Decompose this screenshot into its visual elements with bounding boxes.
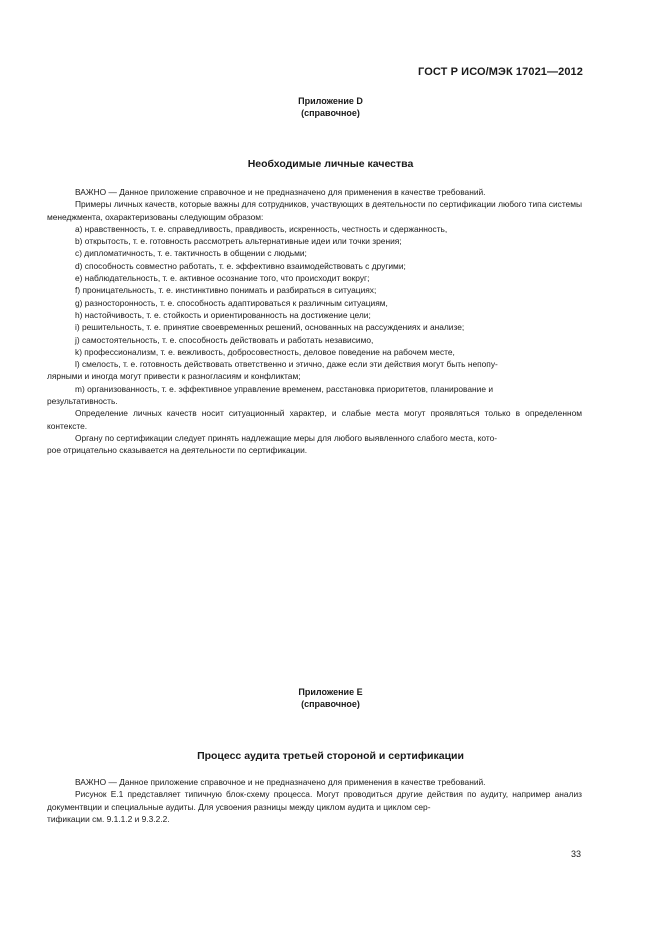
- annex-d-intro: Примеры личных качеств, которые важны для сотрудников, участвующих в деятельности по сертификации любого типа системы менеджмента, охарактеризованы следующим образом:: [47, 199, 582, 222]
- list-item-h: h) настойчивость, т. е. стойкость и ориентированность на достижение цели;: [75, 309, 371, 320]
- list-item-l-continuation: лярными и иногда могут привести к разногласиям и конфликтам;: [47, 371, 301, 382]
- annex-d-body-paragraph-continuation: рое отрицательно сказывается на деятельности по сертификации.: [47, 445, 308, 456]
- annex-d-important-note: ВАЖНО — Данное приложение справочное и не предназначено для применения в качестве требований.: [75, 187, 486, 197]
- annex-d-label: Приложение D: [298, 96, 363, 106]
- annex-d-heading: [0, 95, 661, 119]
- annex-e-body: [47, 776, 582, 825]
- annex-e-type: (справочное): [301, 699, 360, 709]
- annex-d-situational-paragraph: Определение личных качеств носит ситуационный характер, и слабые места могут проявляться только в определенном контексте.: [47, 408, 582, 431]
- annex-d-body: [47, 186, 582, 457]
- annex-e-important-note: ВАЖНО — Данное приложение справочное и не предназначено для применения в качестве требований.: [75, 777, 486, 787]
- annex-d-title: Необходимые личные качества: [247, 158, 414, 170]
- list-item-b: b) открытость, т. е. готовность рассмотреть альтернативные идеи или точки зрения;: [75, 236, 402, 247]
- list-item-k: k) профессионализм, т. е. вежливость, добросовестность, деловое поведение на рабочем месте,: [75, 346, 455, 357]
- annex-e-paragraph: Рисунок Е.1 представляет типичную блок-схему процесса. Могут проводиться другие действия по аудиту, например анализ документвции и специальные аудиты. Для усвоения разницы между циклом аудита и циклом сер-: [47, 789, 582, 812]
- list-item-m: m) организованность, т. е. эффективное управление временем, расстановка приоритетов, планирование и: [75, 383, 493, 394]
- annex-d-type: (справочное): [301, 108, 360, 118]
- list-item-l: l) смелость, т. е. готовность действовать ответственно и этично, даже если эти действия могут быть непопу-: [75, 359, 498, 370]
- page-number: 33: [570, 849, 581, 859]
- list-item-e: e) наблюдательность, т. е. активное осознание того, что происходит вокруг;: [75, 273, 370, 284]
- document-header: ГОСТ Р ИСО/МЭК 17021—2012: [418, 66, 583, 78]
- list-item-c: c) дипломатичность, т. е. тактичность в общении с людьми;: [75, 248, 307, 259]
- annex-e-label: Приложение Е: [298, 687, 363, 697]
- list-item-i: i) решительность, т. е. принятие своевременных решений, основанных на рассуждениях и анализе;: [75, 322, 465, 333]
- list-item-m-continuation: результативность.: [47, 396, 118, 407]
- list-item-a: a) нравственность, т. е. справедливость, правдивость, искренность, честность и сдержанность,: [75, 223, 448, 234]
- annex-d-body-paragraph: Органу по сертификации следует принять надлежащие меры для любого выявленного слабого места, кото-: [75, 432, 498, 443]
- list-item-f: f) проницательность, т. е. инстинктивно понимать и разбираться в ситуациях;: [75, 285, 377, 296]
- annex-e-title: Процесс аудита третьей стороной и сертификации: [197, 750, 464, 762]
- annex-e-paragraph-end: тификации см. 9.1.1.2 и 9.3.2.2.: [47, 813, 170, 824]
- annex-e-heading: [0, 686, 661, 710]
- list-item-d: d) способность совместно работать, т. е. эффективно взаимодействовать с другими;: [75, 260, 406, 271]
- list-item-j: j) самостоятельность, т. е. способность действовать и работать независимо,: [75, 334, 374, 345]
- list-item-g: g) разносторонность, т. е. способность адаптироваться к различным ситуациям,: [75, 297, 388, 308]
